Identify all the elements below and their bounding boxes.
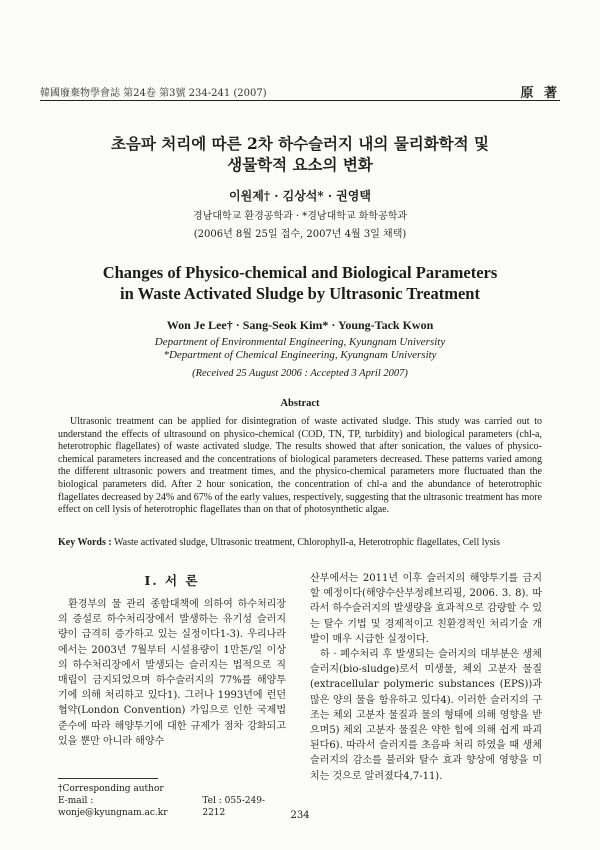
intro-paragraph-2: 하 · 폐수처리 후 발생되는 슬러지의 대부분은 생체슬러지(bio-sludge)로서 미생물, 체외 고분자 물질 (extracellular polymeric substances (EPS))과 많은 양의 물을 함유하고 있다4). 이러한 슬러지의 구조는 체외 고분자 물질과 물의 형태에 의해 영향을 받으며5) 체외 고분자 물질은 약한 힘에 의해 쉽게 파괴된다6). 따라서 슬러지를 초음파 처리 하였을 때 생체슬러지의 감소를 불러와 탈수 효과 향상에 영향을 미치는 것으로 알려졌다4,7-11). (310, 649, 542, 782)
body-right-column (310, 571, 542, 784)
korean-title-line1: 초음파 처리에 따른 2차 하수슬러지 내의 물리화학적 및 (111, 134, 489, 153)
abstract-heading: Abstract (280, 398, 320, 409)
page-number: 234 (290, 810, 310, 821)
korean-authors: 이원제† · 김상석* · 권영택 (229, 189, 371, 203)
english-affiliation-1: Department of Environmental Engineering, Kyungnam University (154, 336, 446, 348)
english-dates: (Received 25 August 2006 : Accepted 3 April 2007) (192, 368, 408, 379)
intro-paragraph-1: 환경부의 물 관리 종합대책에 의하여 하수처리장의 증설로 하수처리장에서 발생하는 유기성 슬러지량이 급격히 증가하고 있는 실정이다1-3). 우리나라에서는 2003년 7월부터 시설용량이 1만톤/일 이상의 하수처리장에서 발생되는 슬러지는 법적으로 직 매립이 금지되었으며 하수슬러지의 77%를 해양투기에 의해 처리하고 있다1). 그러나 1993년에 런던협약(London Convention) 가입으로 인한 국제법 준수에 따라 해양투기에 대한 규제가 점차 강화되고 있을 뿐만 아니라 해양수 (58, 599, 286, 747)
english-affiliation-2: *Department of Chemical Engineering, Kyungnam University (163, 349, 437, 361)
korean-title-line2: 생물학적 요소의 변화 (227, 155, 373, 174)
keywords (58, 537, 542, 548)
footnote-corresponding: †Corresponding author (58, 784, 164, 794)
english-title (0, 262, 600, 304)
keywords-list: Waste activated sludge, Ultrasonic treatment, Chlorophyll-a, Heterotrophic flagellates, Cell lysis (114, 537, 501, 548)
intro-paragraph-1-cont: 산부에서는 2011년 이후 슬러지의 해양투기를 금지할 예정이다(해양수산부정례브리핑, 2006. 3. 8). 따라서 하수슬러지의 발생량을 효과적으로 감량할 수 있는 탈수 기법 및 경제적이고 친환경적인 처리기술 개발이 매우 시급한 실정이다. (310, 573, 542, 645)
footnote-email: E-mail : wonje@kyungnam.ac.kr (58, 796, 168, 818)
footnote-rule (58, 778, 158, 779)
english-authors: Won Je Lee† · Sang-Seok Kim* · Young-Tack Kwon (166, 318, 434, 332)
abstract-text: Ultrasonic treatment can be applied for disintegration of waste activated sludge. This study was carried out to understand the effects of ultrasound on physico-chemical (COD, TN, TP, turbidity) and biological parameters (chl-a, heterotrophic flagellates) of waste activated sludge. The results showed that after sonication, the values of physico-chemical parameters increased and the concentrations of biological parameters decreased. These patterns varied among the different ultrasonic powers and treatment times, and the physico-chemical parameters more fluctuated than the biological parameters did. After 2 hour sonication, the concentration of chl-a and the abundance of heterotrophic flagellates decreased by 24% and 67% of the early values, respectively, suggesting that the ultrasonic treatment has more effect on cell lysis of heterotrophic flagellates than on that of photosynthetic algae. (58, 416, 542, 516)
footnote-tel: Tel : 055-249-2212 (202, 796, 266, 818)
section-heading: I. 서 론 (144, 573, 200, 588)
english-title-line2: in Waste Activated Sludge by Ultrasonic Treatment (120, 284, 480, 303)
korean-title (0, 133, 600, 175)
article-type-label: 原 著 (520, 86, 560, 101)
english-title-line1: Changes of Physico-chemical and Biological Parameters (102, 263, 498, 282)
korean-dates: (2006년 8월 25일 접수, 2007년 4월 3일 채택) (193, 229, 407, 240)
header-rule (40, 100, 560, 101)
english-affiliation (0, 336, 600, 362)
body-left-column (58, 571, 286, 749)
journal-header: 韓國廢棄物學會誌 第24卷 第3號 234-241 (2007) (40, 88, 267, 99)
keywords-label: Key Words : (58, 537, 112, 548)
korean-affiliation: 경남대학교 환경공학과 · *경남대학교 화학공학과 (192, 211, 408, 222)
